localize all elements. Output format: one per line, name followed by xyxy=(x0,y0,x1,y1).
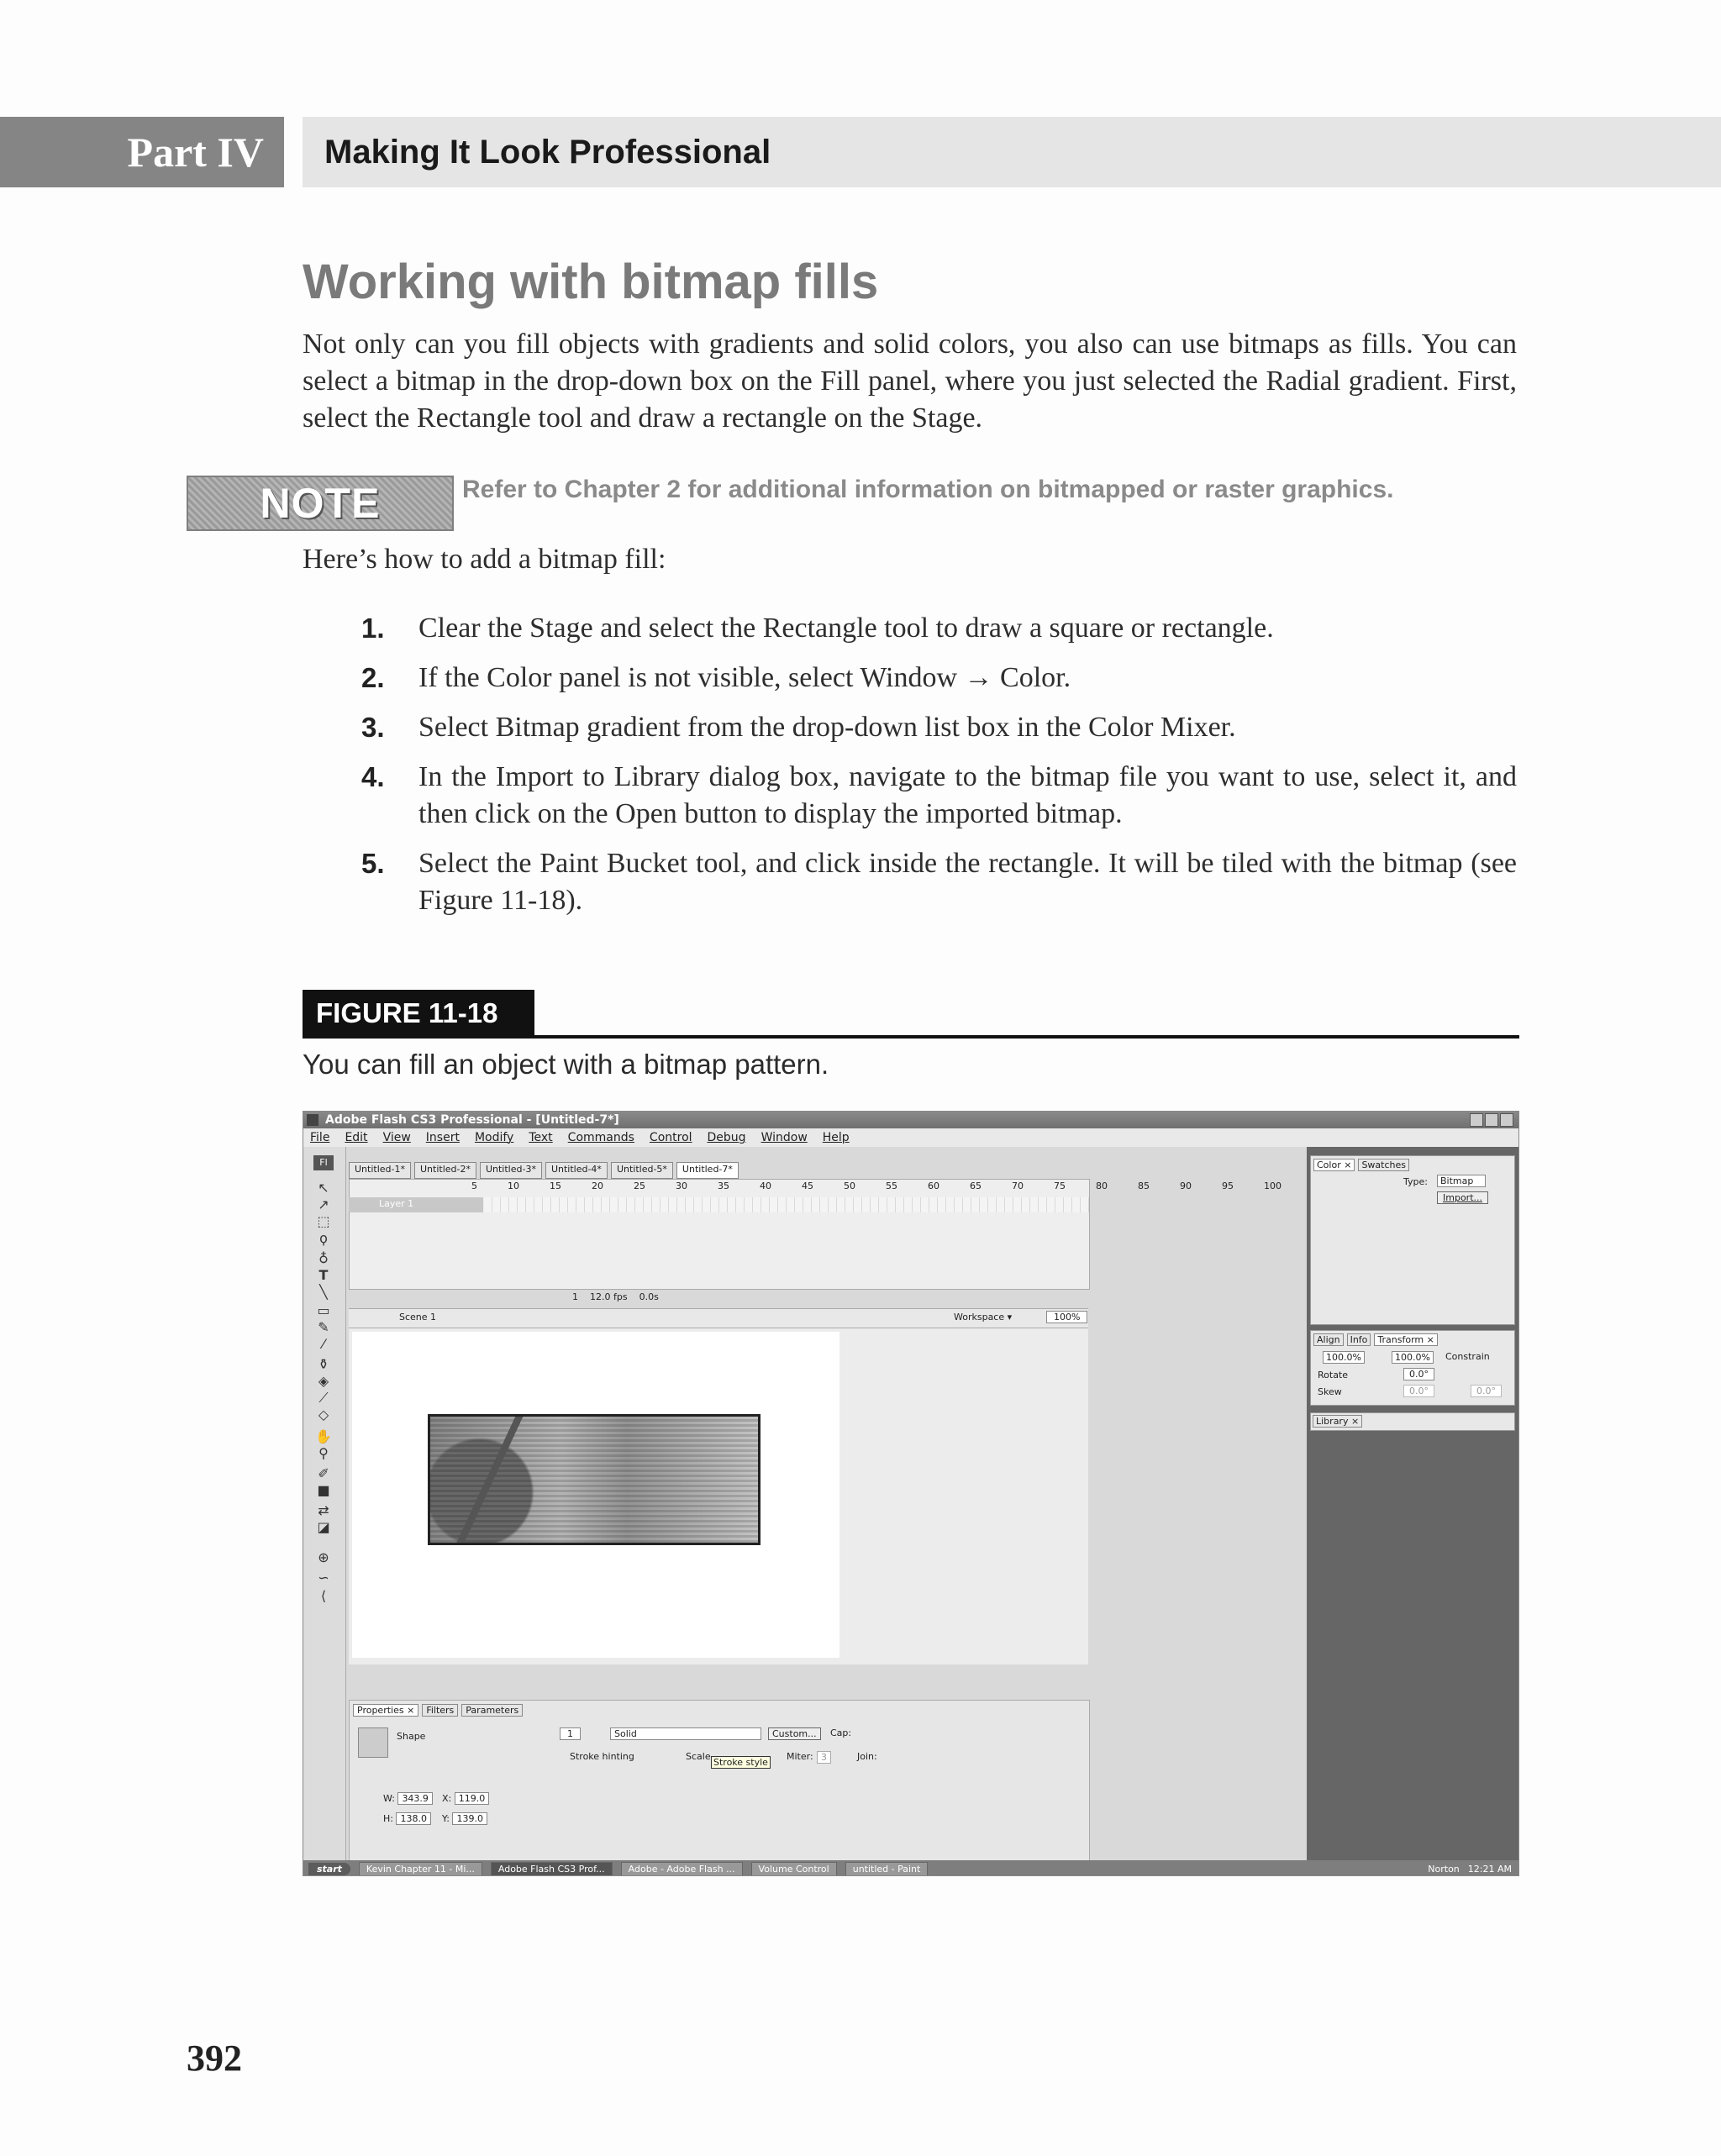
scale-height-input[interactable]: 100.0% xyxy=(1392,1351,1434,1364)
intro-paragraph: Not only can you fill objects with gradients and solid colors, you also can use bitmaps as fills. You can select a bitmap in the drop-down box on the Fill panel, where you just selected the Radial gradient. First, select the Rectangle tool and draw a rectangle on the Stage. xyxy=(303,329,1517,434)
scale-label: Scale xyxy=(686,1751,711,1762)
menu-bar xyxy=(303,1128,1518,1147)
eraser-tool-icon[interactable]: ◇ xyxy=(318,1407,329,1422)
edit-bar xyxy=(349,1308,1088,1328)
rotate-input[interactable]: 0.0° xyxy=(1403,1368,1434,1380)
stroke-style-tooltip: Stroke style xyxy=(711,1756,771,1769)
stroke-hinting-checkbox[interactable]: Stroke hinting xyxy=(570,1751,634,1762)
rectangle-tool-icon[interactable]: ▭ xyxy=(317,1302,330,1318)
step-item: 4. In the Import to Library dialog box, navigate to the bitmap file you want to use, select it, and then click on the Open button to display the imported bitmap. xyxy=(361,761,1517,829)
step-item: 3. Select Bitmap gradient from the drop-down list box in the Color Mixer. xyxy=(361,712,1236,743)
note-icon: NOTE xyxy=(187,476,454,531)
scale-width-input[interactable]: 100.0% xyxy=(1323,1351,1365,1364)
y-input[interactable]: 139.0 xyxy=(452,1812,487,1825)
width-input[interactable]: 343.9 xyxy=(397,1792,433,1805)
miter-label: Miter: xyxy=(787,1751,813,1762)
frame-grid[interactable] xyxy=(484,1197,1089,1212)
rotate-radio[interactable]: Rotate xyxy=(1318,1370,1349,1380)
custom-button[interactable]: Custom... xyxy=(768,1727,821,1740)
straighten-icon[interactable]: ⟨ xyxy=(320,1588,327,1604)
hand-tool-icon[interactable]: ✋ xyxy=(315,1428,332,1444)
ink-bottle-tool-icon[interactable]: ⚱ xyxy=(318,1356,329,1372)
doc-tab[interactable]: Untitled-5* xyxy=(611,1162,673,1179)
taskbar-item[interactable]: Kevin Chapter 11 - Mi... xyxy=(359,1862,482,1876)
brush-tool-icon[interactable]: ⁄ xyxy=(322,1336,325,1352)
figure-label: FIGURE 11-18 xyxy=(303,990,534,1037)
menu-debug[interactable]: Debug xyxy=(707,1131,746,1144)
step-item: 5. Select the Paint Bucket tool, and click inside the rectangle. It will be tiled with the bitmap (see Figure 11-18). xyxy=(361,848,1517,916)
part-label: Part IV xyxy=(0,117,284,187)
flash-screenshot xyxy=(303,1111,1519,1876)
black-white-icon[interactable]: ◪ xyxy=(317,1519,330,1535)
workspace-menu[interactable]: Workspace ▾ xyxy=(954,1312,1013,1323)
fill-color-icon[interactable]: ■ xyxy=(317,1482,330,1498)
page-number: 392 xyxy=(187,2038,242,2079)
taskbar-item[interactable]: Adobe - Adobe Flash ... xyxy=(621,1862,743,1876)
start-button[interactable]: start xyxy=(308,1863,350,1875)
menu-modify[interactable]: Modify xyxy=(474,1131,514,1144)
step-item: 2. If the Color panel is not visible, select Window → Color. xyxy=(361,662,1071,693)
document-tabs xyxy=(349,1162,739,1179)
layer-row[interactable] xyxy=(349,1197,483,1212)
menu-commands[interactable]: Commands xyxy=(567,1131,634,1144)
skew-h-input[interactable]: 0.0° xyxy=(1403,1385,1434,1397)
menu-file[interactable]: File xyxy=(310,1131,330,1144)
kind-label: Shape xyxy=(397,1731,426,1742)
window-controls xyxy=(1470,1113,1513,1127)
window-title: Adobe Flash CS3 Professional - [Untitled-7*] xyxy=(303,1112,1518,1128)
pencil-tool-icon[interactable]: ✎ xyxy=(318,1319,329,1335)
swap-colors-icon[interactable]: ⇄ xyxy=(318,1502,329,1518)
menu-view[interactable]: View xyxy=(382,1131,411,1144)
layer-name: Layer 1 xyxy=(379,1198,414,1209)
doc-tab[interactable]: Untitled-2* xyxy=(414,1162,476,1179)
skew-radio[interactable]: Skew xyxy=(1318,1386,1342,1397)
section-title: Working with bitmap fills xyxy=(303,255,879,309)
doc-tab[interactable]: Untitled-4* xyxy=(545,1162,608,1179)
stroke-color-icon[interactable]: ✐ xyxy=(318,1465,329,1481)
x-input[interactable]: 119.0 xyxy=(455,1792,490,1805)
stroke-style-select[interactable]: Solid xyxy=(610,1727,761,1740)
smooth-icon[interactable]: ∽ xyxy=(318,1570,329,1585)
zoom-select[interactable]: 100% xyxy=(1046,1311,1087,1323)
properties-panel: Properties × Filters Parameters Shape 1 Solid Custom... Cap: Stroke hinting Scale Stroke style Miter: 3 Join: W: 343.9 X: 119.0 H: 138.0 Y: 139.0 xyxy=(349,1700,1090,1869)
norton-tray[interactable]: Norton xyxy=(1428,1863,1460,1875)
taskbar-item[interactable]: untitled - Paint xyxy=(845,1862,929,1876)
bitmap-filled-rectangle[interactable] xyxy=(428,1414,761,1545)
transform-panel: Align Info Transform × 100.0% 100.0% Constrain Rotate 0.0° Skew 0.0° 0.0° xyxy=(1310,1330,1515,1406)
menu-text[interactable]: Text xyxy=(529,1131,553,1144)
figure-rule xyxy=(303,1035,1519,1039)
library-panel: Library × xyxy=(1310,1412,1515,1431)
menu-insert[interactable]: Insert xyxy=(425,1131,460,1144)
selection-tool-icon[interactable]: ↖ xyxy=(318,1180,329,1196)
shape-icon xyxy=(358,1727,388,1758)
tools-panel xyxy=(303,1147,346,1869)
properties-tabs: Properties × Filters Parameters xyxy=(353,1704,523,1717)
cap-label: Cap: xyxy=(830,1727,852,1738)
right-panels xyxy=(1307,1147,1519,1869)
chapter-title: Making It Look Professional xyxy=(303,117,1721,187)
taskbar-item[interactable]: Adobe Flash CS3 Prof... xyxy=(491,1862,613,1876)
figure-caption: You can fill an object with a bitmap pattern. xyxy=(303,1049,829,1080)
steps-intro: Here’s how to add a bitmap fill: xyxy=(303,544,666,575)
timeline-status: 1 12.0 fps 0.0s xyxy=(572,1291,659,1302)
clock: 12:21 AM xyxy=(1467,1863,1512,1875)
zoom-tool-icon[interactable]: ⚲ xyxy=(318,1445,329,1461)
menu-control[interactable]: Control xyxy=(649,1131,692,1144)
color-panel: Color × Swatches Type: Bitmap Import... xyxy=(1310,1155,1515,1325)
step-item: 1. Clear the Stage and select the Rectangle tool to draw a square or rectangle. xyxy=(361,613,1274,644)
maximize-icon[interactable] xyxy=(1485,1113,1498,1127)
close-icon[interactable] xyxy=(1500,1113,1513,1127)
paint-bucket-tool-icon[interactable]: ◈ xyxy=(318,1373,329,1389)
free-transform-tool-icon[interactable]: ⬚ xyxy=(317,1213,330,1229)
subselection-tool-icon[interactable]: ↗ xyxy=(318,1196,329,1212)
app-icon xyxy=(307,1114,318,1126)
doc-tab[interactable]: Untitled-3* xyxy=(480,1162,542,1179)
note-text: Refer to Chapter 2 for additional information on bitmapped or raster graphics. xyxy=(462,476,1394,503)
miter-input[interactable]: 3 xyxy=(817,1751,831,1764)
menu-edit[interactable]: Edit xyxy=(345,1131,368,1144)
taskbar-item[interactable]: Volume Control xyxy=(751,1862,837,1876)
timeline-panel xyxy=(349,1179,1090,1290)
minimize-icon[interactable] xyxy=(1470,1113,1483,1127)
stroke-size-input[interactable]: 1 xyxy=(560,1727,581,1740)
eyedropper-tool-icon[interactable]: ⟋ xyxy=(318,1390,329,1406)
pen-tool-icon[interactable]: ♁ xyxy=(318,1250,329,1266)
text-tool-icon[interactable]: T xyxy=(318,1267,329,1283)
height-input[interactable]: 138.0 xyxy=(396,1812,431,1825)
flash-logo-icon: Fl xyxy=(313,1155,334,1170)
type-select[interactable]: Bitmap xyxy=(1437,1175,1486,1187)
doc-tab[interactable]: Untitled-1* xyxy=(349,1162,411,1179)
line-tool-icon[interactable]: ╲ xyxy=(319,1284,328,1300)
lasso-tool-icon[interactable]: ϙ xyxy=(319,1230,328,1246)
join-label: Join: xyxy=(857,1751,877,1762)
scene-name[interactable]: Scene 1 xyxy=(399,1312,437,1323)
menu-help[interactable]: Help xyxy=(822,1131,850,1144)
import-button[interactable]: Import... xyxy=(1437,1191,1488,1204)
frame-numbers: 5 10 15 20 25 30 35 40 45 50 55 60 65 70 75 80 85 90 95 100 xyxy=(471,1181,1282,1191)
taskbar xyxy=(303,1860,1518,1876)
snap-icon[interactable]: ⊕ xyxy=(318,1549,329,1565)
steps-list xyxy=(361,610,1517,932)
constrain-checkbox[interactable]: Constrain xyxy=(1445,1351,1490,1362)
doc-tab-active[interactable]: Untitled-7* xyxy=(676,1162,739,1179)
skew-v-input[interactable]: 0.0° xyxy=(1471,1385,1502,1397)
type-label: Type: xyxy=(1403,1176,1428,1187)
menu-window[interactable]: Window xyxy=(761,1131,808,1144)
